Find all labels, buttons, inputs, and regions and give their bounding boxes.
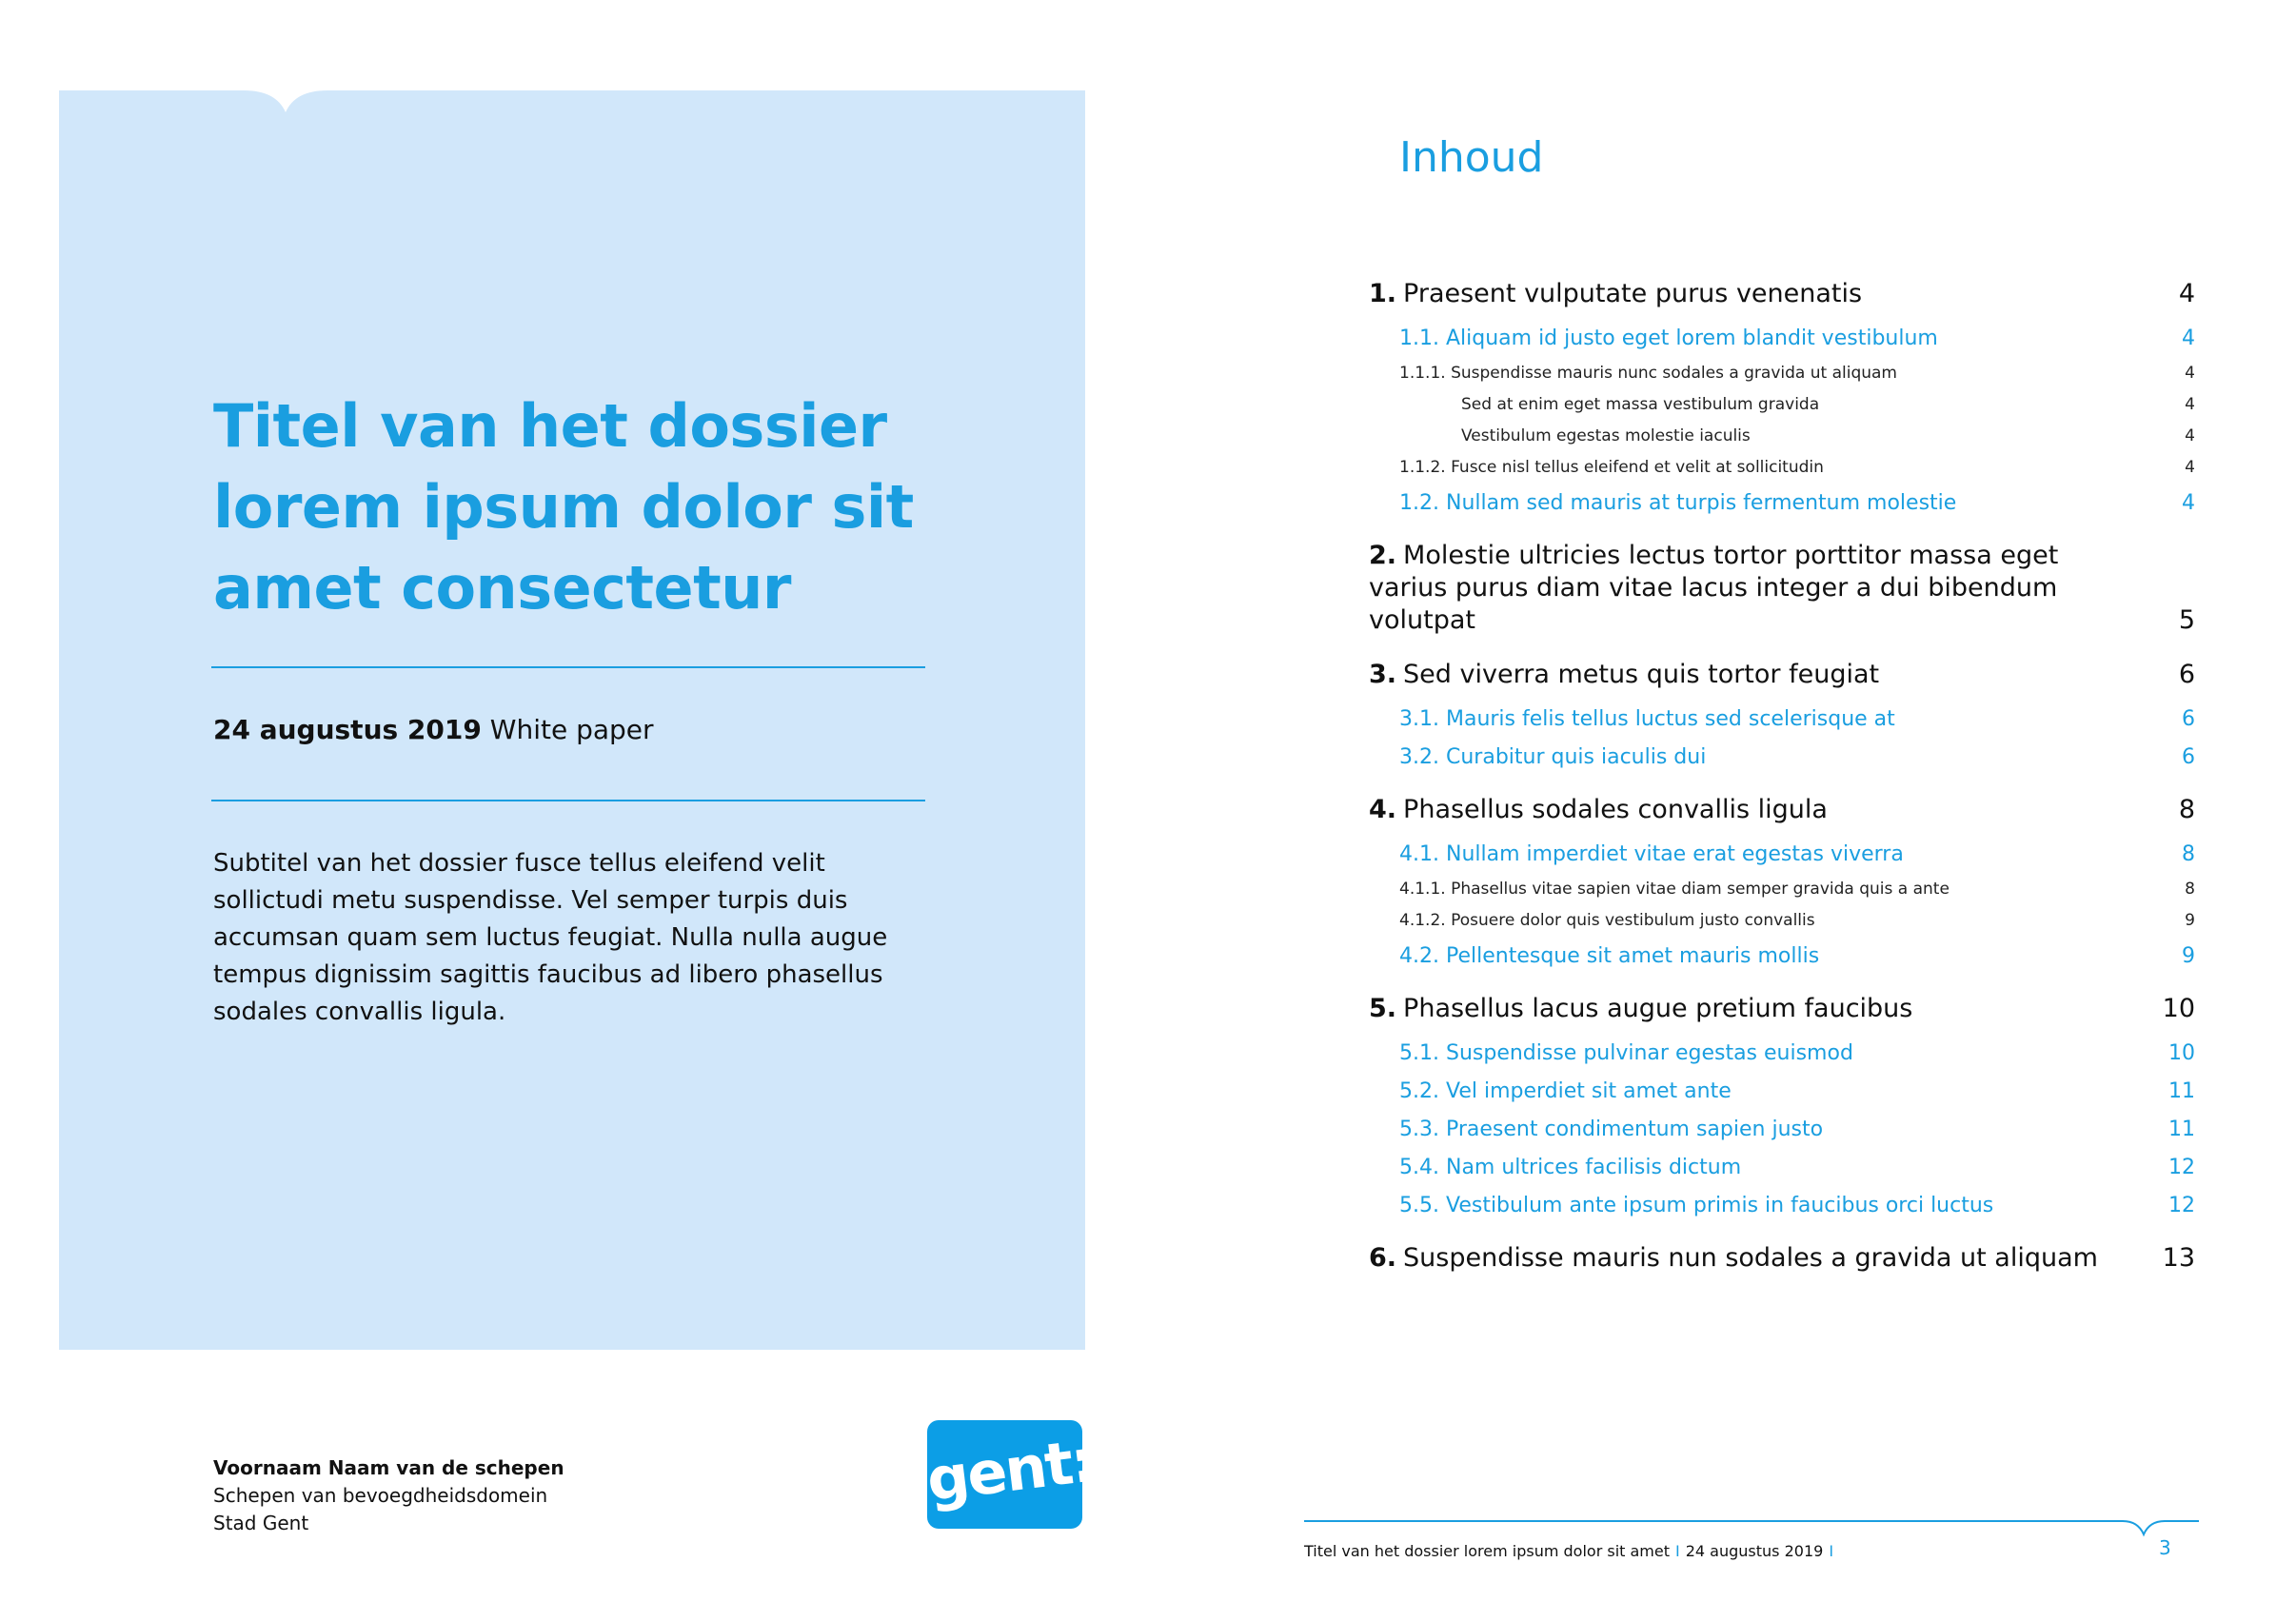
- toc-entry-5[interactable]: [1369, 993, 2195, 1025]
- toc-entry-page: 4: [2182, 491, 2195, 515]
- toc-entry-4-1-2[interactable]: [1369, 909, 2195, 932]
- cover-title: Titel van het dossier lorem ipsum dolor sit amet consectetur: [213, 391, 914, 623]
- footer-separator: I: [1675, 1542, 1680, 1560]
- cover-doc-type: White paper: [489, 714, 654, 745]
- cover-notch-decoration: [190, 86, 381, 133]
- toc-entry-number: 3.2.: [1399, 745, 1439, 769]
- toc-entry-text: Vel imperdiet sit amet ante: [1445, 1079, 1732, 1103]
- toc-entry-1-1[interactable]: [1369, 325, 2195, 353]
- toc-entry-number: 4.: [1369, 795, 1397, 824]
- toc-entry-text: Nam ultrices facilisis dictum: [1445, 1156, 1742, 1179]
- toc-entry-number: 1.: [1369, 279, 1397, 308]
- toc-entry-number: 5.: [1369, 994, 1397, 1023]
- toc-entry-page: 12: [2168, 1194, 2195, 1217]
- toc-entry-page: 13: [2162, 1243, 2195, 1273]
- toc-entry-number: 4.1.2.: [1399, 911, 1446, 930]
- toc-entry-text: Phasellus sodales convallis ligula: [1403, 795, 1828, 824]
- toc-entry-number: 1.2.: [1399, 491, 1439, 515]
- toc-heading: Inhoud: [1399, 133, 1544, 182]
- toc-entry-page: 4: [2185, 426, 2195, 445]
- toc-entry-1-1-1-b[interactable]: [1369, 425, 2195, 447]
- cover-divider-bottom: [211, 800, 925, 801]
- toc-entry-page: 12: [2168, 1156, 2195, 1179]
- author-role: Schepen van bevoegdheidsdomein: [213, 1484, 548, 1507]
- toc-entry-text: Fusce nisl tellus eleifend et velit at sollicitudin: [1451, 458, 1824, 477]
- toc-entry-page: 6: [2182, 707, 2195, 731]
- toc-entry-1-1-1[interactable]: [1369, 362, 2195, 385]
- toc-entry-page: 9: [2182, 944, 2195, 968]
- toc-entry-number: 5.4.: [1399, 1156, 1439, 1179]
- toc-entry-text: Phasellus vitae sapien vitae diam semper gravida quis a ante: [1451, 880, 1950, 899]
- toc-entry-6[interactable]: [1369, 1242, 2195, 1275]
- toc-entry-number: 5.2.: [1399, 1079, 1439, 1103]
- cover-date: 24 augustus 2019: [213, 714, 482, 745]
- toc-entry-page: 4: [2178, 279, 2195, 308]
- table-of-contents: [1369, 278, 2195, 1275]
- toc-entry-text: Suspendisse pulvinar egestas euismod: [1445, 1041, 1853, 1065]
- toc-entry-page: 4: [2185, 364, 2195, 383]
- toc-entry-page: 8: [2185, 880, 2195, 899]
- toc-entry-text: Vestibulum ante ipsum primis in faucibus orci luctus: [1445, 1194, 1994, 1217]
- toc-entry-number: 1.1.1.: [1399, 364, 1446, 383]
- toc-entry-4[interactable]: [1369, 794, 2195, 826]
- toc-entry-number: 4.1.: [1399, 842, 1439, 866]
- author-name: Voornaam Naam van de schepen: [213, 1456, 564, 1479]
- toc-entry-text: Praesent vulputate purus venenatis: [1403, 279, 1863, 308]
- toc-entry-number: 5.1.: [1399, 1041, 1439, 1065]
- cover-meta: [213, 714, 654, 745]
- toc-entry-3[interactable]: [1369, 659, 2195, 691]
- toc-entry-page: 9: [2185, 911, 2195, 930]
- toc-entry-text: Posuere dolor quis vestibulum justo convallis: [1451, 911, 1815, 930]
- toc-entry-number: 1.1.2.: [1399, 458, 1446, 477]
- toc-entry-text: Vestibulum egestas molestie iaculis: [1461, 426, 1751, 445]
- footer-doc-title: Titel van het dossier lorem ipsum dolor sit amet: [1304, 1542, 1671, 1560]
- toc-entry-1-2[interactable]: [1369, 489, 2195, 518]
- toc-entry-5-3[interactable]: [1369, 1116, 2195, 1144]
- toc-entry-text: Nullam imperdiet vitae erat egestas viverra: [1445, 842, 1904, 866]
- toc-entry-1-1-2[interactable]: [1369, 456, 2195, 479]
- toc-entry-2[interactable]: [1369, 540, 2195, 637]
- toc-entry-page: 11: [2168, 1079, 2195, 1103]
- gent-logo: [922, 1420, 1098, 1529]
- toc-entry-3-2[interactable]: [1369, 743, 2195, 772]
- toc-entry-text: Suspendisse mauris nun sodales a gravida ut aliquam: [1403, 1243, 2098, 1273]
- toc-entry-text: Sed viverra metus quis tortor feugiat: [1403, 660, 1880, 689]
- toc-entry-page: 8: [2182, 842, 2195, 866]
- toc-entry-number: 6.: [1369, 1243, 1397, 1273]
- footer-separator: I: [1829, 1542, 1834, 1560]
- toc-entry-page: 6: [2182, 745, 2195, 769]
- footer-date: 24 augustus 2019: [1685, 1542, 1824, 1560]
- toc-entry-5-4[interactable]: [1369, 1154, 2195, 1182]
- toc-entry-5-5[interactable]: [1369, 1192, 2195, 1220]
- toc-entry-page: 10: [2168, 1041, 2195, 1065]
- footer-page-number: 3: [2159, 1536, 2171, 1559]
- toc-entry-page: 10: [2162, 994, 2195, 1023]
- toc-entry-4-1[interactable]: [1369, 841, 2195, 869]
- gent-logo-text: gent:: [922, 1425, 1098, 1515]
- toc-entry-number: 4.1.1.: [1399, 880, 1446, 899]
- toc-entry-text: Aliquam id justo eget lorem blandit vestibulum: [1445, 326, 1938, 350]
- toc-entry-page: 5: [2178, 605, 2195, 635]
- toc-entry-1[interactable]: [1369, 278, 2195, 310]
- toc-entry-page: 11: [2168, 1117, 2195, 1141]
- cover-divider-top: [211, 666, 925, 668]
- toc-entry-text: Curabitur quis iaculis dui: [1445, 745, 1707, 769]
- author-block: [213, 1454, 564, 1537]
- toc-entry-number: 1.1.: [1399, 326, 1439, 350]
- toc-entry-page: 4: [2182, 326, 2195, 350]
- toc-entry-text: Nullam sed mauris at turpis fermentum molestie: [1445, 491, 1957, 515]
- toc-entry-text: Praesent condimentum sapien justo: [1445, 1117, 1824, 1141]
- toc-entry-number: 2.: [1369, 541, 1397, 570]
- toc-entry-page: 6: [2178, 660, 2195, 689]
- toc-entry-text: Sed at enim eget massa vestibulum gravida: [1461, 395, 1820, 414]
- toc-entry-text: Pellentesque sit amet mauris mollis: [1445, 944, 1820, 968]
- toc-entry-3-1[interactable]: [1369, 705, 2195, 734]
- cover-subtitle: Subtitel van het dossier fusce tellus eleifend velit sollictudi metu suspendisse. Vel semper turpis duis accumsan quam sem luctus feugiat. Nulla nulla augue tempus dignissim sagittis faucibus ad libero phasellus sodales convallis ligula.: [213, 849, 888, 1026]
- toc-entry-number: 5.5.: [1399, 1194, 1439, 1217]
- author-org: Stad Gent: [213, 1512, 309, 1534]
- toc-entry-number: 4.2.: [1399, 944, 1439, 968]
- toc-entry-4-2[interactable]: [1369, 942, 2195, 971]
- toc-entry-number: 5.3.: [1399, 1117, 1439, 1141]
- toc-entry-5-1[interactable]: [1369, 1039, 2195, 1068]
- toc-entry-page: 8: [2178, 795, 2195, 824]
- toc-entry-text: Molestie ultricies lectus tortor porttitor massa eget varius purus diam vitae lacus integer a dui bibendum volutpat: [1369, 541, 2059, 635]
- toc-entry-page: 4: [2185, 395, 2195, 414]
- toc-entry-number: 3.1.: [1399, 707, 1439, 731]
- toc-entry-5-2[interactable]: [1369, 1078, 2195, 1106]
- toc-entry-number: 3.: [1369, 660, 1397, 689]
- toc-entry-4-1-1[interactable]: [1369, 878, 2195, 900]
- toc-entry-page: 4: [2185, 458, 2195, 477]
- footer-text: [1304, 1542, 1839, 1560]
- toc-entry-text: Phasellus lacus augue pretium faucibus: [1403, 994, 1913, 1023]
- toc-entry-text: Mauris felis tellus luctus sed scelerisque at: [1445, 707, 1895, 731]
- toc-entry-1-1-1-a[interactable]: [1369, 393, 2195, 416]
- toc-entry-text: Suspendisse mauris nunc sodales a gravida ut aliquam: [1451, 364, 1897, 383]
